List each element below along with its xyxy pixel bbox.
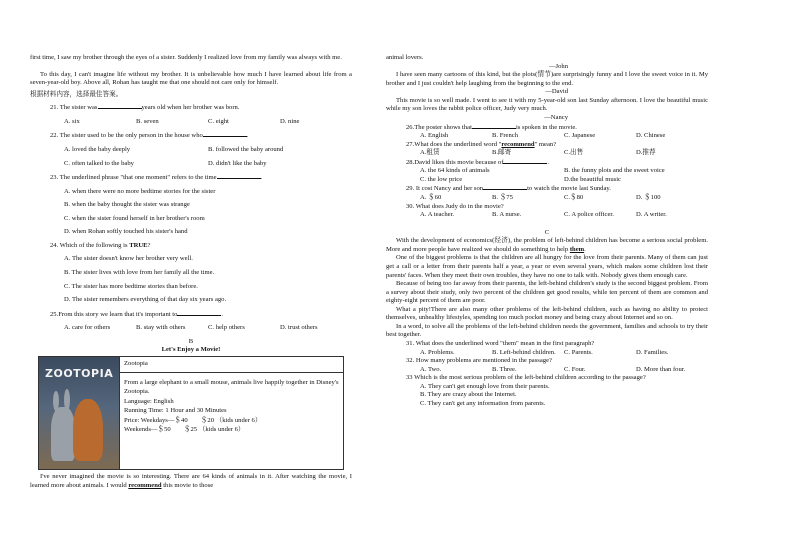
question-32: 32. How many problems are mentioned in the passage? xyxy=(406,357,552,365)
option[interactable]: D.the beautiful music xyxy=(564,175,621,183)
question-27-options xyxy=(386,149,708,158)
option[interactable]: A. They can't get enough love from their parents. xyxy=(420,382,550,390)
option[interactable]: D. Families. xyxy=(636,348,669,356)
question-25-options xyxy=(30,324,352,333)
review-john-end: animal lovers. xyxy=(386,54,424,61)
option[interactable]: D. The sister remembers everything of that day six years ago. xyxy=(64,296,227,304)
option[interactable]: B. seven xyxy=(136,117,159,125)
option[interactable]: C. often talked to the baby xyxy=(64,159,134,167)
passage-c-paragraph-1: With the development of economics(经济), the problem of left-behind children has become a serious social problem. More and more people have realized we should do something to help them. xyxy=(386,237,708,253)
option[interactable]: A. The sister doesn't know her brother very well. xyxy=(64,255,193,263)
option[interactable]: B. Three. xyxy=(492,365,517,373)
bunny-figure xyxy=(51,407,75,461)
option[interactable]: A. ＄60 xyxy=(420,194,442,201)
poster-logo: ZOOTOPIA xyxy=(45,366,114,380)
right-column xyxy=(386,54,708,409)
question-26: 26.The poster shows that is spoken in the movie. xyxy=(406,123,577,131)
option[interactable]: C. Japanese xyxy=(564,132,596,140)
movie-title: Zootopia xyxy=(120,357,343,373)
option[interactable]: C. eight xyxy=(208,117,229,125)
option[interactable]: A. care for others xyxy=(64,324,111,332)
option[interactable]: A.租赁 xyxy=(420,149,440,157)
option[interactable]: B. The sister lives with love from her family all the time. xyxy=(64,269,215,276)
option[interactable]: D. when Rohan softly touched his sister's hand xyxy=(64,228,188,236)
movie-heading: Let's Enjoy a Movie! xyxy=(161,346,221,354)
option[interactable]: B. followed the baby around xyxy=(208,145,284,153)
option[interactable]: C. They can't get any information from parents. xyxy=(420,399,546,407)
option[interactable]: D. Chinese xyxy=(636,132,666,140)
option[interactable]: B. They are crazy about the Internet. xyxy=(420,391,517,399)
option[interactable]: C.出售 xyxy=(564,149,584,157)
option[interactable]: C. help others xyxy=(208,324,245,332)
review-john: I've never imagined the movie is so interesting. There are 64 kinds of animals in it. After watching the movie, I learned more about animals. I would recommend this movie to those xyxy=(30,472,352,489)
option[interactable]: A. English xyxy=(420,132,449,140)
passage-c-paragraph-4: What a pity!There are also many other problems of the left-behind children, such as having no ability to protect themselves, unhealthy lifestyles, spending too much pocket money and being crazy about Internet and so on. xyxy=(386,305,708,322)
question-28-options-row1 xyxy=(386,167,708,176)
question-24: 24. Which of the following is TRUE? xyxy=(50,241,151,249)
option[interactable]: A. Two. xyxy=(420,365,442,373)
option[interactable]: C. Parents. xyxy=(564,348,593,356)
movie-description: From a large elephant to a small mouse, animals live happily together in Disney's Zootopia. xyxy=(124,378,339,396)
question-27: 27.What does the underlined word "recommend" mean? xyxy=(406,140,557,148)
question-22-options-row1 xyxy=(30,146,352,155)
option[interactable]: C. Four. xyxy=(564,365,586,373)
section-c-label: C xyxy=(544,228,550,236)
option[interactable]: B. the funny plots and the sweet voice xyxy=(564,167,665,175)
option[interactable]: B. stay with others xyxy=(136,324,186,332)
option[interactable]: D. nine xyxy=(280,117,300,125)
review-nancy: This movie is so well made. I went to see it with my 5-year-old son last Sunday afternoon. I love the beautiful music while my son loves the rabbit police officer, Judy very much. xyxy=(386,96,708,113)
option[interactable]: C. A police officer. xyxy=(564,211,614,219)
option[interactable]: D. didn't like the baby xyxy=(208,159,267,167)
review-david: I have seen many cartoons of this kind, but the plots(情节)are surprisingly funny and I love the sweet voice in it. My brother and I just couldn't help laughing from the beginning to the end. xyxy=(386,71,708,87)
option[interactable]: C. when the sister found herself in her brother's room xyxy=(64,214,205,222)
left-column xyxy=(30,54,352,490)
passage-c-paragraph-5: In a word, to solve all the problems of the left-behind children needs the government, families and schools to try their best together. xyxy=(386,322,708,339)
fox-figure xyxy=(73,399,103,461)
question-25: 25.From this story we learn that it's important to . xyxy=(50,310,224,318)
option[interactable]: D. More than four. xyxy=(636,365,686,373)
question-32-options xyxy=(386,366,708,375)
movie-price-weekends: Weekends—＄50 ＄25 （kids under 6） xyxy=(124,426,245,434)
option[interactable]: C. the low price xyxy=(420,175,463,183)
question-28-options-row2 xyxy=(386,176,708,185)
question-28: 28.David likes this movie because of . xyxy=(406,158,550,166)
passage-c-paragraph-3: Because of being too far away from their parents, the left-behind children's study is the second biggest problem. From a survey about their study, only two percent of the children get good results, while ten percent of them are common and eighty-eight percent of them are poor. xyxy=(386,280,708,305)
option[interactable]: A. the 64 kinds of animals xyxy=(420,167,490,175)
story-conclusion-paragraph: To this day, I can't imagine life without my brother. It is unbelievable how much I have learned about life from a seven-year-old boy. Above all, Rohan has taught me that one should not care only for himself. xyxy=(30,70,352,87)
option[interactable]: B. when the baby thought the sister was strange xyxy=(64,201,190,209)
option[interactable]: A. Problems. xyxy=(420,348,455,356)
section-b-label: B xyxy=(188,337,194,345)
option[interactable]: D. A writer. xyxy=(636,211,667,219)
question-29-options xyxy=(386,194,708,203)
question-31-options xyxy=(386,349,708,358)
option[interactable]: B. A nurse. xyxy=(492,211,522,219)
signature-john: —John xyxy=(548,62,568,70)
question-33: 33 Which is the most serious problem of the left-behind children according to the passage? xyxy=(406,374,646,382)
signature-nancy: —Nancy xyxy=(544,113,568,121)
zootopia-poster-image xyxy=(39,357,120,469)
instruction: 根据材料内容，选择最佳答案。 xyxy=(30,90,123,98)
option[interactable]: D.推荐 xyxy=(636,149,656,157)
question-23: 23. The underlined phrase "that one moment" refers to the time . xyxy=(50,174,263,182)
option[interactable]: B. ＄75 xyxy=(492,194,513,201)
question-29: 29. It cost Nancy and her son to watch the movie last Sunday. xyxy=(406,185,611,193)
option[interactable]: B. French xyxy=(492,132,519,140)
question-30: 30. What does Judy do in the movie? xyxy=(406,202,504,210)
option[interactable]: D. trust others xyxy=(280,324,318,332)
question-22: 22. The sister used to be the only person in the house who . xyxy=(50,132,249,140)
option[interactable]: A. A teacher. xyxy=(420,211,455,219)
movie-running-time: Running Time: 1 Hour and 30 Minutes xyxy=(124,407,227,415)
option[interactable]: B.邮寄 xyxy=(492,149,512,157)
question-21-options xyxy=(30,118,352,127)
option[interactable]: A. six xyxy=(64,117,80,125)
question-26-options xyxy=(386,132,708,141)
movie-price-weekdays: Price: Weekdays—＄40 ＄20 （kids under 6） xyxy=(124,416,262,424)
question-30-options xyxy=(386,211,708,220)
signature-david: —David xyxy=(545,88,568,96)
movie-info-card xyxy=(38,356,344,470)
option[interactable]: D. ＄100 xyxy=(636,194,661,201)
movie-language: Language: English xyxy=(124,397,174,405)
question-22-options-row2 xyxy=(30,160,352,169)
option[interactable]: C. The sister has more bedtime stories than before. xyxy=(64,282,198,290)
option[interactable]: A. loved the baby deeply xyxy=(64,145,131,153)
option[interactable]: C.＄80 xyxy=(564,194,584,201)
question-31: 31. What does the underlined word "them" mean in the first paragraph? xyxy=(406,340,595,347)
option[interactable]: A. when there were no more bedtime stories for the sister xyxy=(64,187,216,195)
story-end-paragraph: first time, I saw my brother through the eyes of a sister. Suddenly I realized love from my family was always with me. xyxy=(30,54,342,61)
movie-details xyxy=(120,357,343,469)
option[interactable]: B. Left-behind children. xyxy=(492,348,556,356)
passage-c-paragraph-2: One of the biggest problems is that the children are all hungry for the love from their parents. Many of them can just get a call or a letter from their parents half a year, a year or even several years, which makes some children lost their parents' faces. When they meet their own troubles, they have no one to talk with. Nobody gives them enough care. xyxy=(386,254,708,279)
question-21: 21. The sister was years old when her brother was born. xyxy=(50,104,240,112)
